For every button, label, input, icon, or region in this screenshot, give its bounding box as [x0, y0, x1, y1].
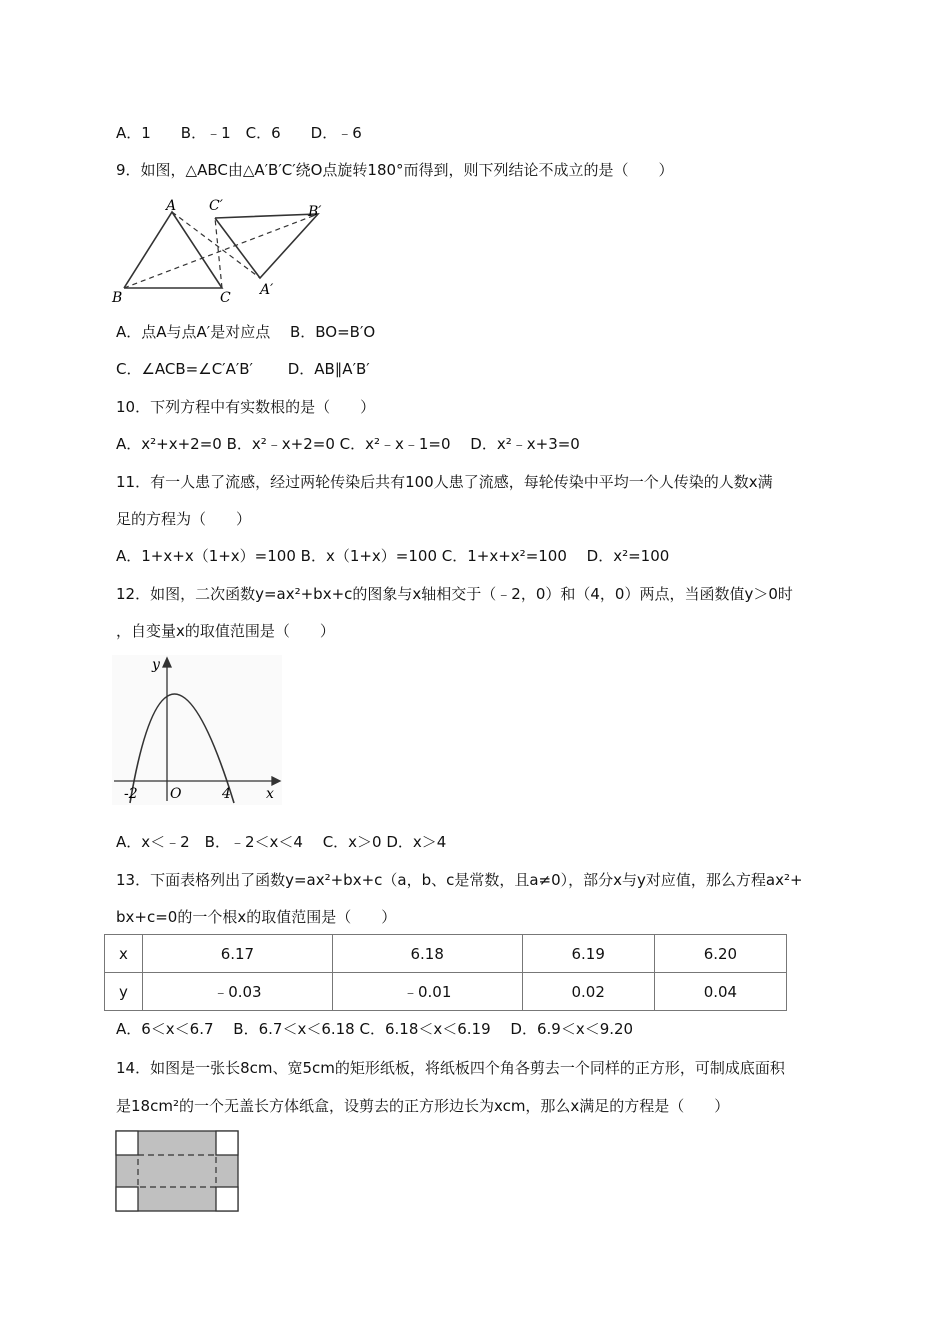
table-cell: 6.18 — [332, 935, 522, 973]
table-cell: 0.04 — [654, 973, 786, 1011]
table-cell: ﹣0.03 — [142, 973, 332, 1011]
q13-stem-line1: 13．下面表格列出了函数y=ax²+bx+c（a，b、c是常数，且a≠0），部分x与y对应值，那么方程ax²+ — [116, 871, 803, 889]
label-neg2: -2 — [124, 786, 138, 802]
q12-stem-line1: 12．如图，二次函数y=ax²+bx+c的图象与x轴相交于（﹣2，0）和（4，0）两点，当函数值y＞0时 — [116, 585, 793, 603]
q8-options: A．1 B．﹣1 C．6 D．﹣6 — [116, 124, 362, 142]
label-c-prime: C′ — [209, 198, 223, 214]
table-cell: 6.17 — [142, 935, 332, 973]
q12-parabola-figure — [112, 655, 282, 805]
label-c: C — [220, 290, 231, 304]
table-cell: 0.02 — [522, 973, 654, 1011]
q11-options: A．1+x+x（1+x）=100 B．x（1+x）=100 C．1+x+x²=100 D．x²=100 — [116, 547, 670, 565]
corner-square-bl — [116, 1187, 138, 1211]
q14-stem-line2: 是18cm²的一个无盖长方体纸盒，设剪去的正方形边长为xcm，那么x满足的方程是（ ） — [116, 1097, 730, 1115]
q14-box-figure — [114, 1129, 242, 1215]
q11-stem-line2: 足的方程为（ ） — [116, 510, 252, 528]
q11-stem-line1: 11．有一人患了流感，经过两轮传染后共有100人患了流感，每轮传染中平均一个人传染的人数x满 — [116, 473, 773, 491]
label-4: 4 — [222, 786, 231, 802]
q13-stem-line2: bx+c=0的一个根x的取值范围是（ ） — [116, 908, 397, 926]
corner-square-tl — [116, 1131, 138, 1155]
table-row-y — [105, 973, 787, 1011]
label-a-prime: A′ — [260, 282, 274, 298]
table-cell: ﹣0.01 — [332, 973, 522, 1011]
dashed-c-c2 — [215, 218, 222, 288]
table-cell: x — [105, 935, 143, 973]
q9-options-cd: C．∠ACB=∠C′A′B′ D．AB∥A′B′ — [116, 360, 370, 378]
q12-stem-line2: ，自变量x的取值范围是（ ） — [116, 622, 335, 640]
q10-options: A．x²+x+2=0 B．x²﹣x+2=0 C．x²﹣x﹣1=0 D．x²﹣x+3=0 — [116, 435, 580, 453]
q13-value-table — [104, 934, 787, 1011]
q9-rotation-figure — [110, 196, 330, 304]
table-cell: 6.19 — [522, 935, 654, 973]
label-a: A — [166, 198, 177, 214]
q13-options: A．6＜x＜6.7 B．6.7＜x＜6.18 C．6.18＜x＜6.19 D．6.9＜x＜9.20 — [116, 1020, 634, 1038]
q10-stem: 10．下列方程中有实数根的是（ ） — [116, 398, 376, 416]
triangle-abc — [124, 212, 222, 288]
table-row-x — [105, 935, 787, 973]
corner-square-br — [216, 1187, 238, 1211]
dashed-a-a2 — [172, 212, 260, 278]
q12-options: A．x＜﹣2 B．﹣2＜x＜4 C．x＞0 D．x＞4 — [116, 833, 447, 851]
q9-stem: 9．如图，△ABC由△A′B′C′绕O点旋转180°而得到，则下列结论不成立的是（ ） — [116, 161, 674, 179]
q14-stem-line1: 14．如图是一张长8cm、宽5cm的矩形纸板，将纸板四个角各剪去一个同样的正方形，可制成底面积 — [116, 1059, 785, 1077]
label-b-prime: B′ — [308, 204, 322, 220]
label-origin: O — [170, 786, 182, 802]
label-b: B — [112, 290, 123, 304]
label-x: x — [266, 786, 274, 802]
corner-square-tr — [216, 1131, 238, 1155]
table-cell: 6.20 — [654, 935, 786, 973]
q9-options-ab: A．点A与点A′是对应点 B．BO=B′O — [116, 323, 376, 341]
figure-background — [112, 655, 282, 805]
label-y: y — [152, 657, 160, 673]
table-cell: y — [105, 973, 143, 1011]
triangle-a2b2c2 — [215, 214, 318, 278]
